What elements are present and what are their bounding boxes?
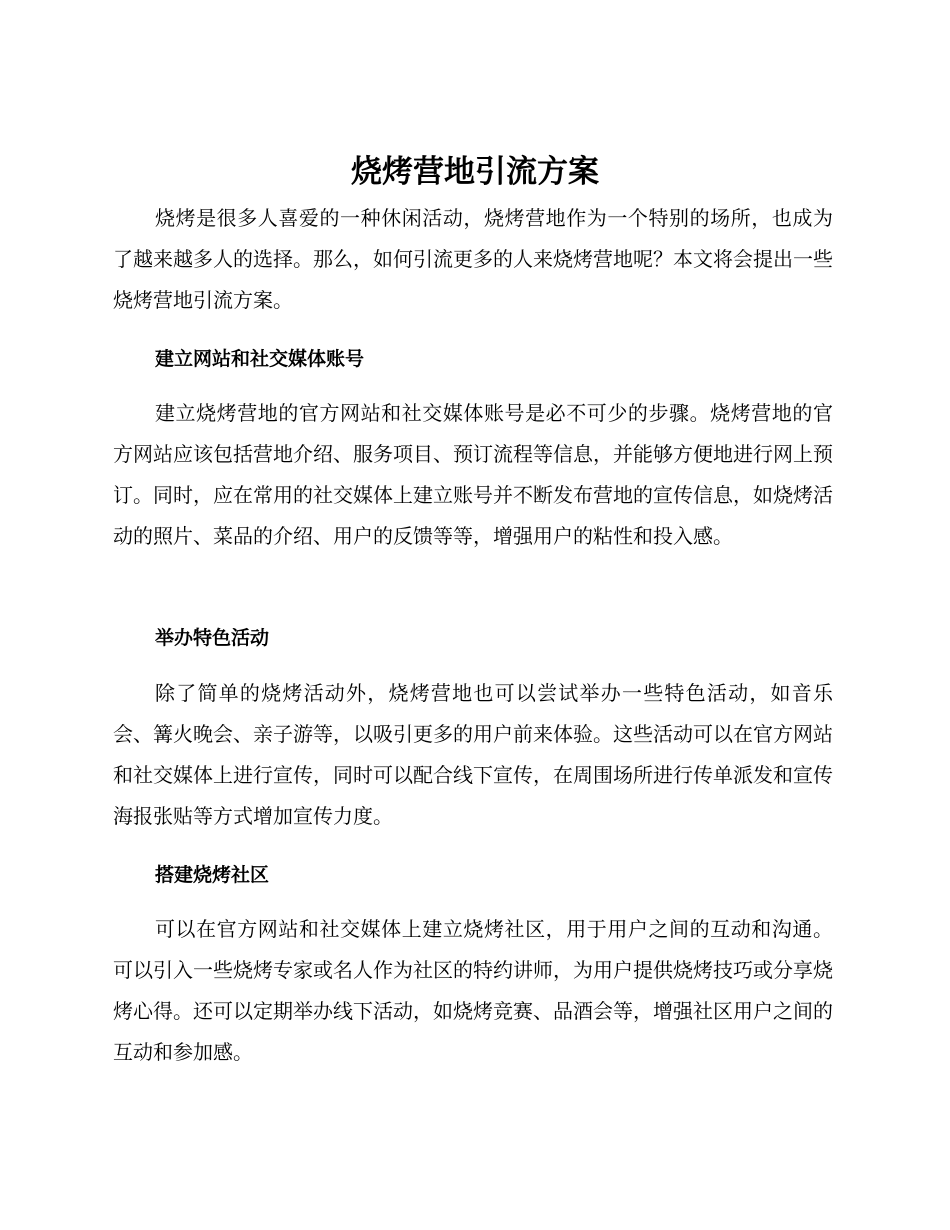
section-body-activities: 除了简单的烧烤活动外，烧烤营地也可以尝试举办一些特色活动，如音乐会、篝火晚会、亲子游等，以吸引更多的用户前来体验。这些活动可以在官方网站和社交媒体上进行宣传，同时可以配合线下宣传，在周围场所进行传单派发和宣传海报张贴等方式增加宣传力度。 bbox=[113, 681, 833, 828]
section-heading-website: 建立网站和社交媒体账号 bbox=[155, 348, 365, 370]
section-body-website: 建立烧烤营地的官方网站和社交媒体账号是必不可少的步骤。烧烤营地的官方网站应该包括营地介绍、服务项目、预订流程等信息，并能够方便地进行网上预订。同时，应在常用的社交媒体上建立账号并不断发布营地的宣传信息，如烧烤活动的照片、菜品的介绍、用户的反馈等等，增强用户的粘性和投入感。 bbox=[113, 401, 833, 548]
document-title: 烧烤营地引流方案 bbox=[351, 154, 599, 190]
intro-paragraph: 烧烤是很多人喜爱的一种休闲活动，烧烤营地作为一个特别的场所，也成为了越来越多人的选择。那么，如何引流更多的人来烧烤营地呢？本文将会提出一些烧烤营地引流方案。 bbox=[113, 206, 833, 312]
section-heading-activities: 举办特色活动 bbox=[155, 627, 270, 649]
section-heading-community: 搭建烧烤社区 bbox=[155, 864, 270, 886]
section-body-community: 可以在官方网站和社交媒体上建立烧烤社区，用于用户之间的互动和沟通。可以引入一些烧烤专家或名人作为社区的特约讲师，为用户提供烧烤技巧或分享烧烤心得。还可以定期举办线下活动，如烧烤竞赛、品酒会等，增强社区用户之间的互动和参加感。 bbox=[113, 917, 833, 1064]
